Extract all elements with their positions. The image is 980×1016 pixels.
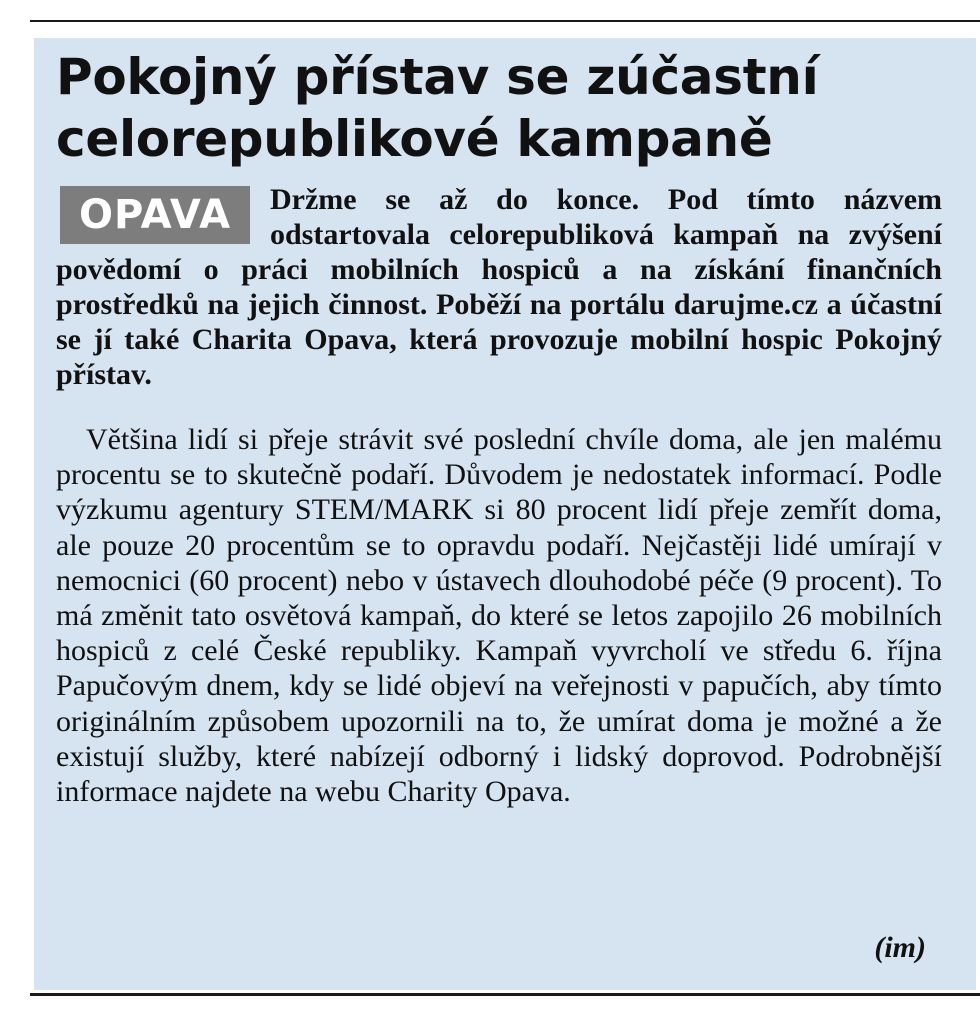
author-signature: (im) [874,931,926,964]
location-tag: OPAVA [60,186,250,244]
article-body: Většina lidí si přeje strávit své poslední chvíle doma, ale jen malému procentu se to skutečně podaří. Důvodem je nedostatek informací. Podle výzkumu agentury STEM/MARK si 80 procent lidí přeje zemřít doma, ale pouze 20 procentům se to opravdu podaří. Nejčastěji lidé umírají v nemocnici (60 procent) nebo v ústavech dlouhodobé péče (9 procent). To má změnit tato osvětová kampaň, do které se letos zapojilo 26 mobilních hospiců z celé České republiky. Kampaň vyvrcholí ve středu 6. října Papučovým dnem, kdy se lidé objeví na veřejnosti v papučích, aby tímto originálním způsobem upozornili na to, že umírat doma je možné a že existují služby, které nabízejí odborný i lidský doprovod. Podrobnější informace najdete na webu Charity Opava. [56,423,942,809]
article-lead-text: Držme se až do konce. Pod tímto názvem odstartovala celorepubliková kampaň na zvýšení povědomí o práci mobilních hospiců a na získání finančních prostředků na jejich činnost. Poběží na portálu darujme.cz a účastní se jí také Charita Opava, která provozuje mobilní hospic Pokojný přístav. [56,183,942,391]
top-rule [30,20,980,22]
bottom-rule [30,993,980,996]
article-title: Pokojný přístav se zúčastní celorepublikové kampaně [56,48,819,168]
